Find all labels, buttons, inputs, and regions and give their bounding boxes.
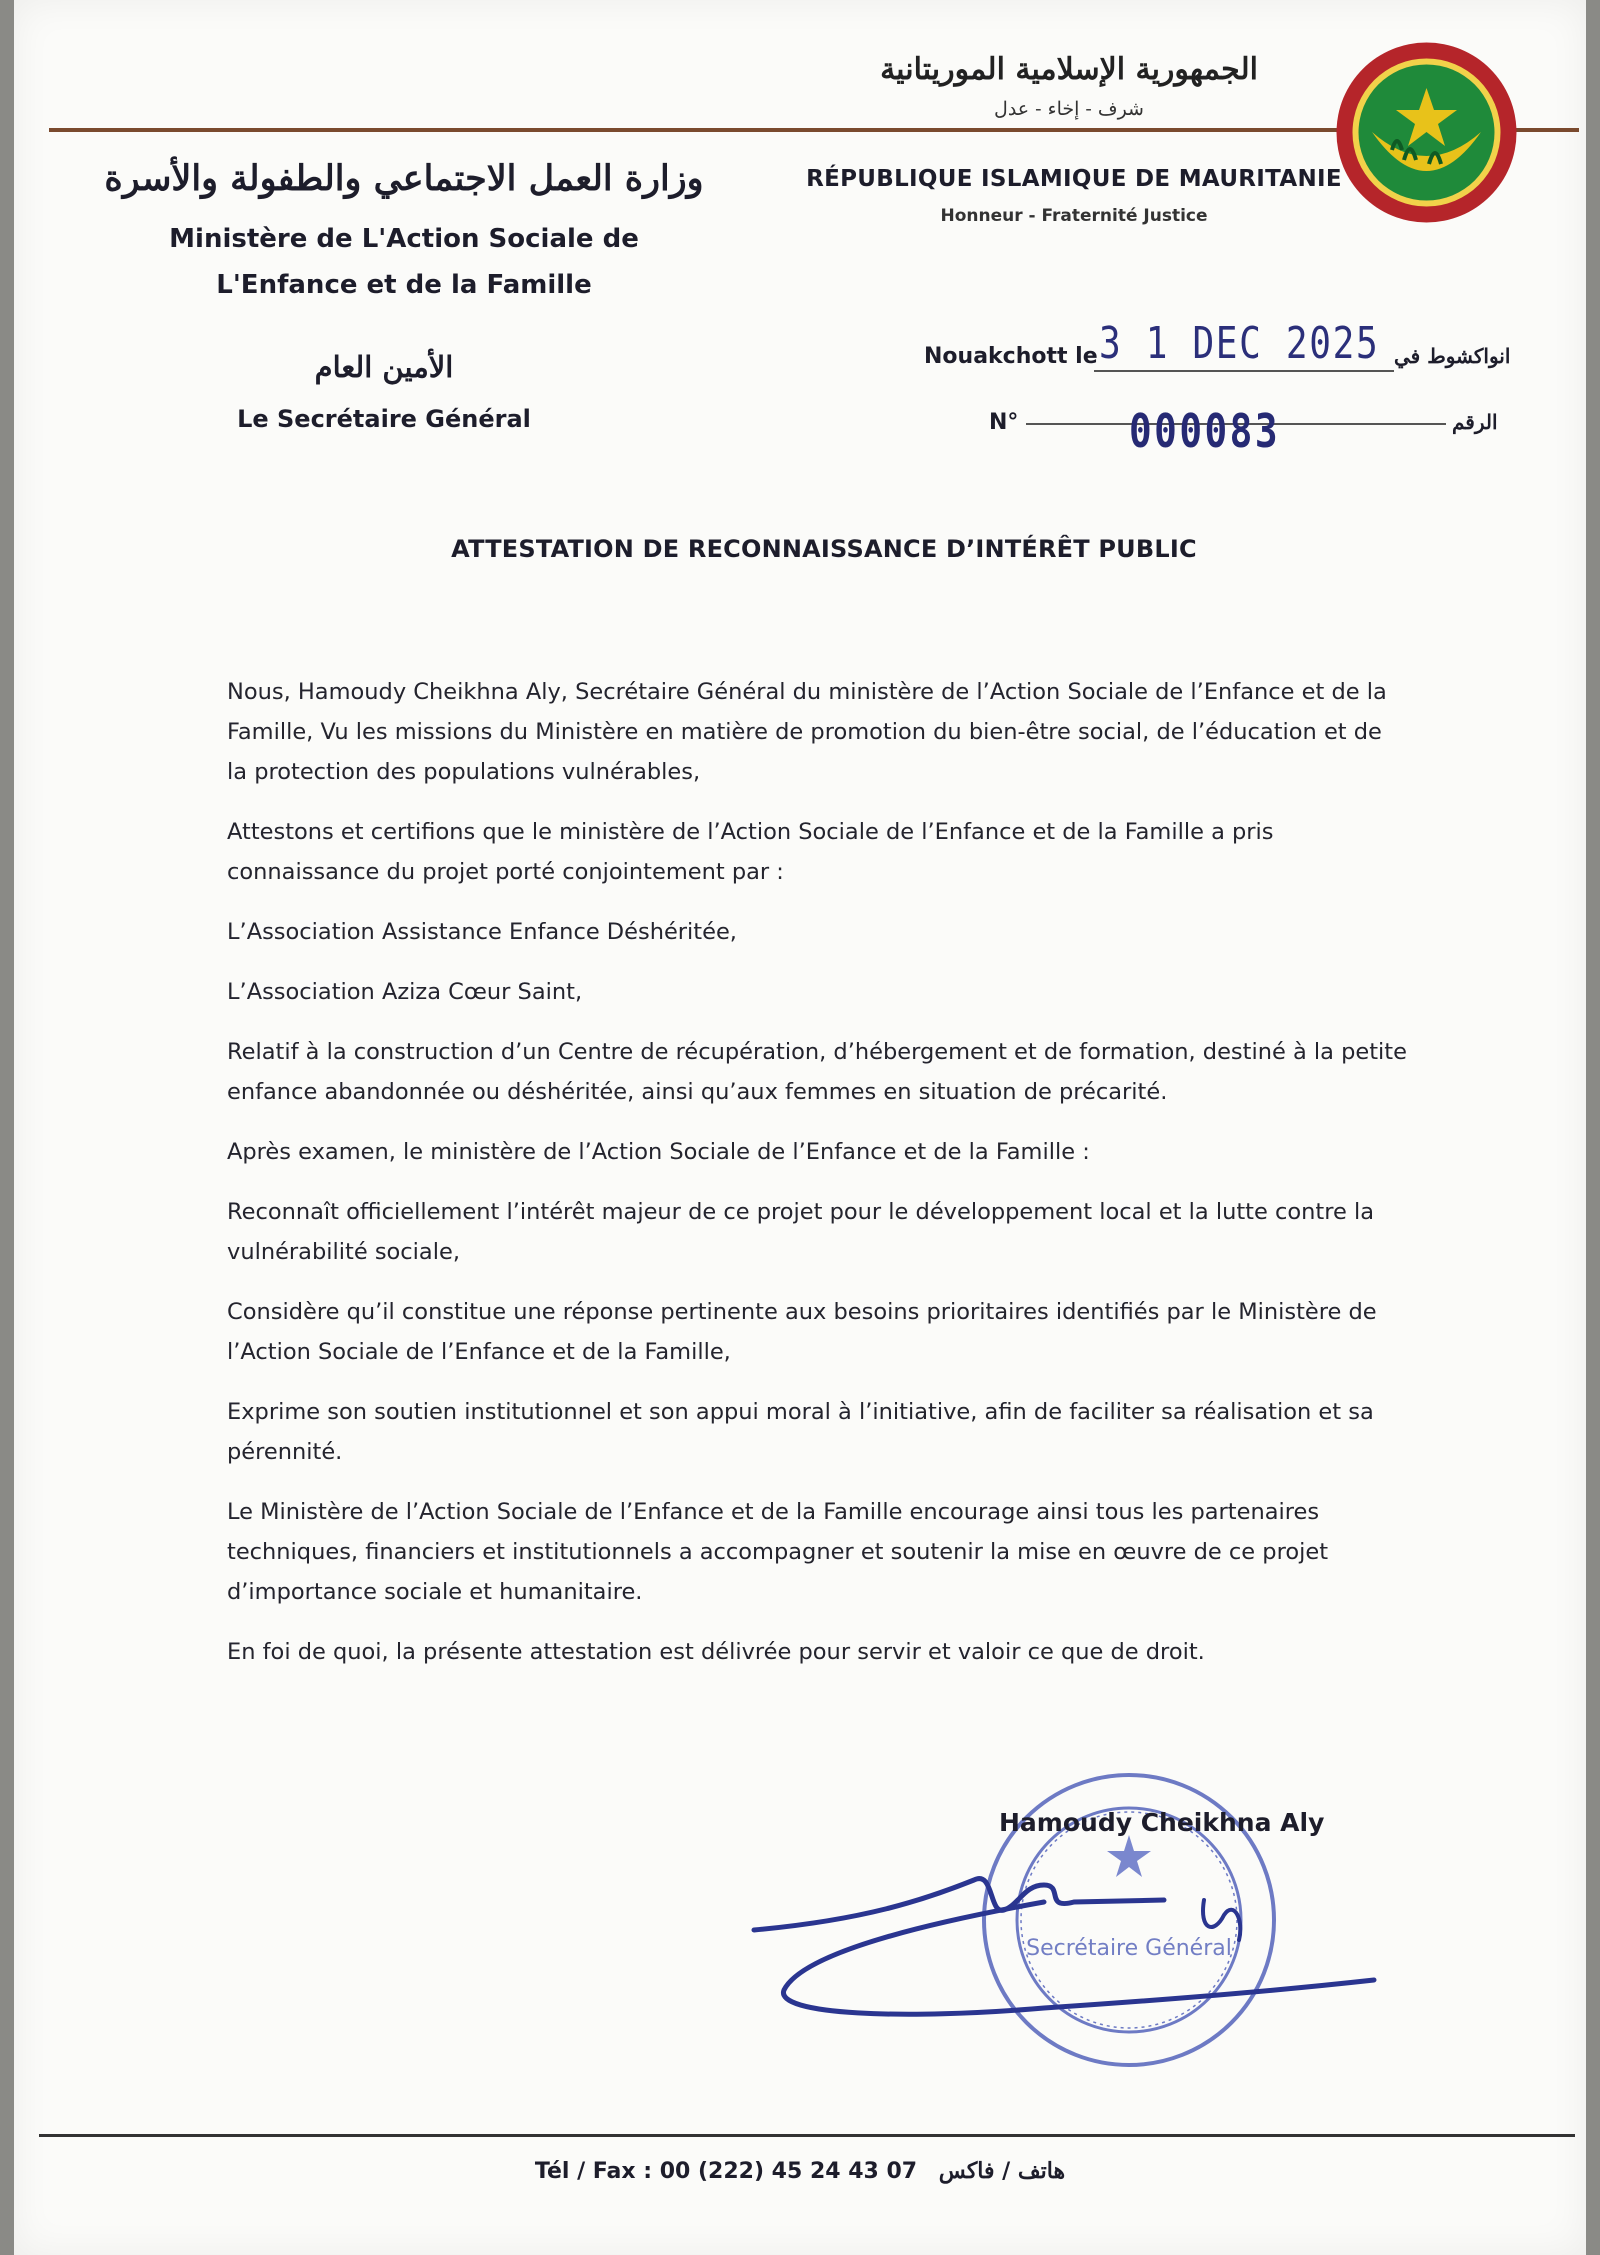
stamp-text: Secrétaire Général — [1026, 1936, 1232, 1961]
paragraph: Reconnaît officiellement l’intérêt majeur de ce projet pour le développement local et la lutte contre la vulnérabilité sociale, — [227, 1199, 1374, 1265]
arabic-secretary-title: الأمين العام — [314, 350, 454, 384]
national-seal-icon — [1334, 40, 1519, 225]
footer-rule — [39, 2134, 1575, 2137]
footer-contact-arabic: هاتف / فاكس — [938, 2158, 1066, 2184]
french-ministry-line-2: L'Enfance et de la Famille — [216, 270, 592, 300]
number-label: N° — [989, 410, 1019, 435]
paragraph: L’Association Aziza Cœur Saint, — [227, 979, 583, 1005]
paragraph: Attestons et certifions que le ministère de l’Action Sociale de l’Enfance et de la Famille a pris connaissance du projet porté conjointement par : — [227, 819, 1274, 885]
place-date-label-arabic: انواكشوط في — [1394, 344, 1511, 368]
arabic-republic-name: الجمهورية الإسلامية الموريتانية — [880, 52, 1258, 87]
paragraph: Le Ministère de l’Action Sociale de l’Enfance et de la Famille encourage ainsi tous les partenaires techniques, financiers et institutionnels a accompagner et soutenir la mise en œuvre de ce projet d’importance sociale et humanitaire. — [227, 1499, 1329, 1605]
paragraph: L’Association Assistance Enfance Déshéritée, — [227, 919, 737, 945]
paragraph: Après examen, le ministère de l’Action Sociale de l’Enfance et de la Famille : — [227, 1139, 1090, 1165]
paragraph: Exprime son soutien institutionnel et son appui moral à l’initiative, afin de faciliter sa réalisation et sa pérennité. — [227, 1399, 1374, 1465]
french-republic-name: RÉPUBLIQUE ISLAMIQUE DE MAURITANIE — [806, 166, 1342, 192]
reference-number: 000083 — [1129, 404, 1281, 458]
french-motto: Honneur - Fraternité Justice — [940, 206, 1208, 226]
document-body — [227, 672, 1407, 1692]
french-ministry-line-1: Ministère de L'Action Sociale de — [169, 224, 639, 254]
arabic-motto: شرف - إخاء - عدل — [994, 98, 1144, 120]
place-date-label: Nouakchott le — [924, 344, 1098, 369]
paragraph: Nous, Hamoudy Cheikhna Aly, Secrétaire Général du ministère de l’Action Sociale de l’Enfance et de la Famille, Vu les missions du Ministère en matière de promotion du bien-être social, de l’éducation et de la protection des populations vulnérables, — [227, 679, 1387, 785]
document-title: ATTESTATION DE RECONNAISSANCE D’INTÉRÊT PUBLIC — [451, 535, 1197, 563]
paragraph: En foi de quoi, la présente attestation est délivrée pour servir et valoir ce que de droit. — [227, 1639, 1205, 1665]
paragraph: Considère qu’il constitue une réponse pertinente aux besoins prioritaires identifiés par le Ministère de l’Action Sociale de l’Enfance et de la Famille, — [227, 1299, 1377, 1365]
arabic-ministry-name: وزارة العمل الاجتماعي والطفولة والأسرة — [104, 158, 704, 199]
handwritten-signature-icon — [744, 1840, 1384, 2040]
signer-name: Hamoudy Cheikhna Aly — [999, 1808, 1325, 1837]
document-page — [14, 0, 1586, 2255]
paragraph: Relatif à la construction d’un Centre de récupération, d’hébergement et de formation, destiné à la petite enfance abandonnée ou déshéritée, ainsi qu’aux femmes en situation de précarité. — [227, 1039, 1407, 1105]
date-stamp: 3 1 DEC 2025 — [1099, 318, 1380, 369]
number-label-arabic: الرقم — [1452, 410, 1498, 434]
date-rule — [1094, 370, 1394, 372]
footer-contact — [14, 2158, 1586, 2184]
footer-contact-text: Tél / Fax : 00 (222) 45 24 43 07 — [534, 2159, 918, 2184]
french-secretary-title: Le Secrétaire Général — [237, 405, 531, 433]
